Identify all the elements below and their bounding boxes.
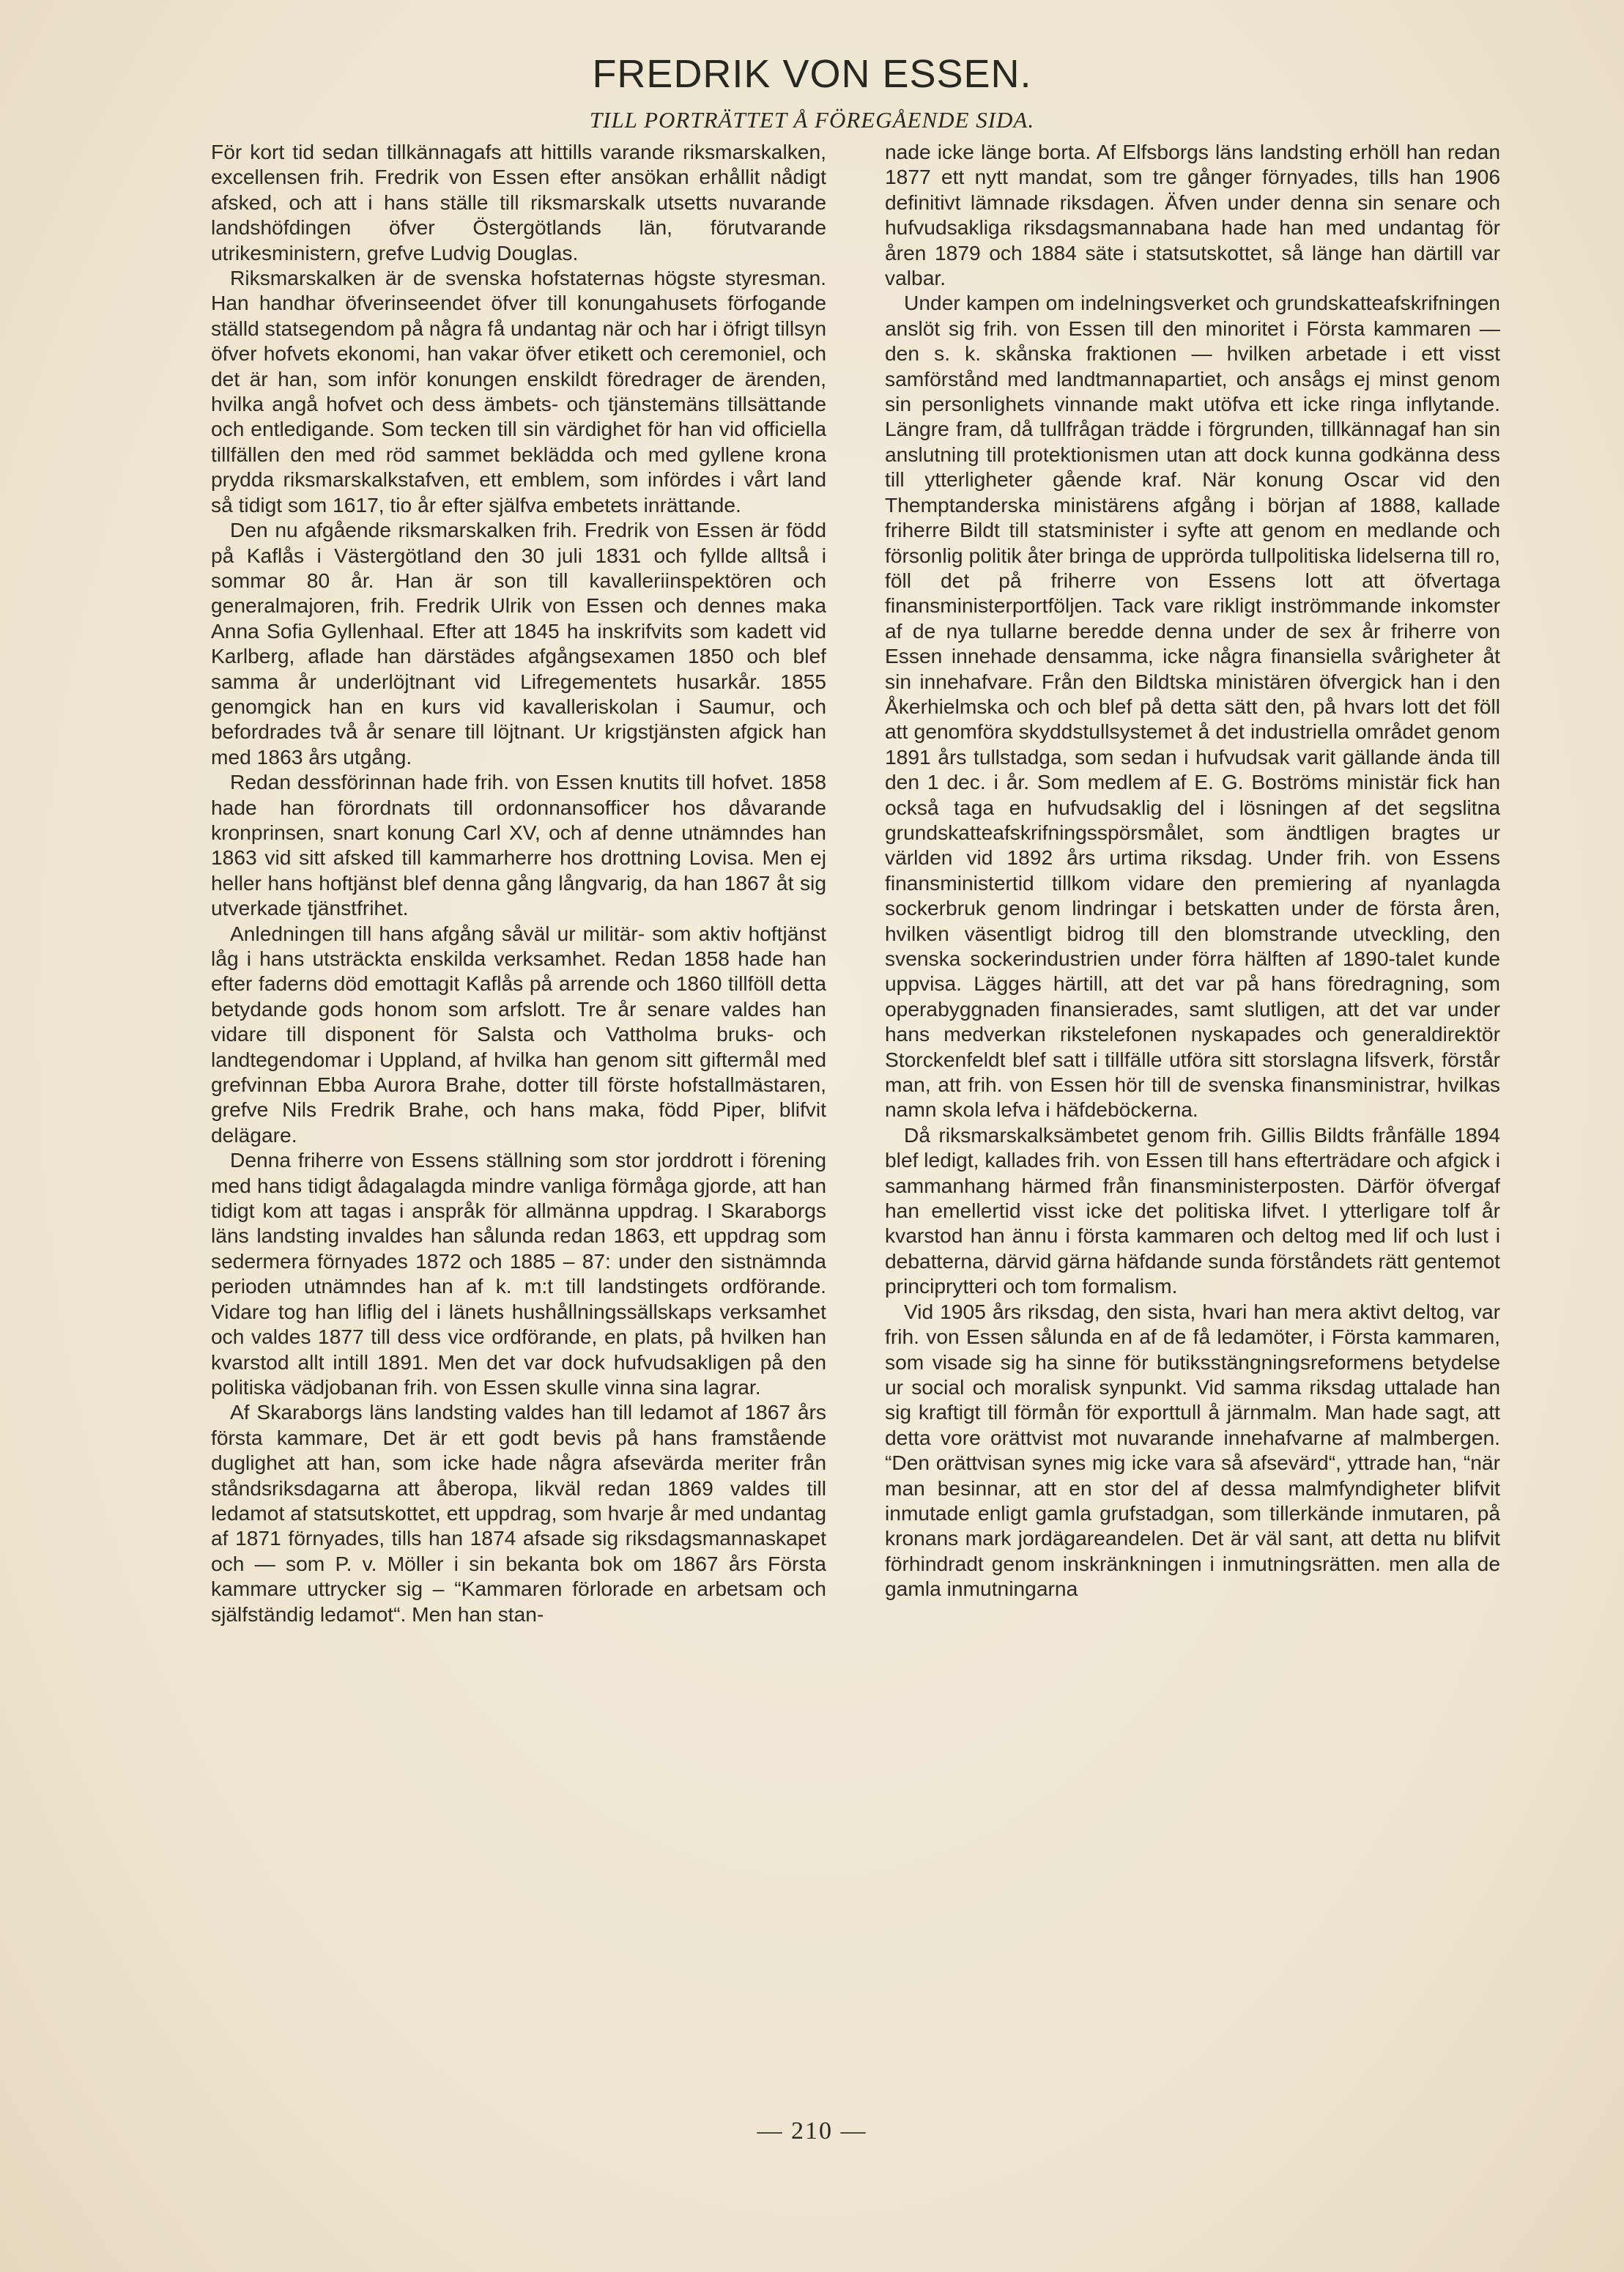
paragraph: Denna friherre von Essens ställning som stor jorddrott i förening med hans tidigt ådagalagda mindre vanliga förmåga gjorde, att han tidigt kom att tagas i anspråk för allmänna uppdrag. I Skaraborgs läns landsting invaldes han sålunda redan 1863, ett uppdrag som sedermera förnyades 1872 och 1885 – 87: under den sistnämnda perioden utnämndes han af k. m:t till landstingets ordförande. Vidare tog han liflig del i länets hushållningssällskaps verksamhet och valdes 1877 till dess vice ordförande, en plats, på hvilken han kvarstod allt intill 1891. Men det var dock hufvudsakligen på den politiska vädjobanan frih. von Essen skulle vinna sina lagrar. <box>211 1148 826 1399</box>
article-title: FREDRIK VON ESSEN. <box>592 52 1032 96</box>
paragraph: Af Skaraborgs läns landsting valdes han till ledamot af 1867 års första kammare, Det är ett godt bevis på hans framstående duglighet att han, som icke hade några afsevärda meriter från ståndsriksdagarna att åberopa, likväl redan 1869 valdes till ledamot af statsutskottet, ett uppdrag, som hvarje år med undantag af 1871 förnyades, tills han 1874 afsade sig riksdagsmannaskapet och — som P. v. Möller i sin bekanta bok om 1867 års Första kammare uttrycker sig – “Kammaren förlorade en arbetsam och själfständig ledamot“. Men han stan- <box>211 1400 826 1626</box>
paragraph: Under kampen om indelningsverket och grundskatteafskrifningen anslöt sig frih. von Essen till den minoritet i Första kammaren — den s. k. skånska fraktionen — hvilken arbetade i ett visst samförstånd med landtmannapartiet, och ansågs ej minst genom sin personlighets vinnande makt utöfva ett icke ringa inflytande. Längre fram, då tullfrågan trädde i förgrunden, tillkännagaf han sin anslutning till protektionismen utan att dock kunna godkänna dess till ytterligheter gående kraf. När konung Oscar vid den Themptanderska ministärens afgång i början af 1888, kallade friherre Bildt till statsminister i syfte att genom en medlande och försonlig politik åter bringa de upprörda tullpolitiska lidelserna till ro, föll det på friherre von Essens lott att öfvertaga finansministerportföljen. Tack vare rikligt inströmmande inkomster af de nya tullarne beredde denna under de sex år friherre von Essen innehade densamma, icke några finansiella svårigheter åt sin innehafvare. Från den Bildtska ministären öfvergick han i den Åkerhielmska och och blef på detta sätt den, på hvars lott det föll att genomföra skyddstullsystemet å det industriella området genom 1891 års tullstadga, som sedan i hufvudsak varit gällande ända till den 1 dec. i år. Som medlem af E. G. Boströms ministär fick han också taga en hufvudsaklig del i lösningen af det segslitna grundskatteafskrifningsspörsmålet, som ändtligen bragtes ur världen vid 1892 års urtima riksdag. Under frih. von Essens finansministertid tillkom vidare den premiering af nyanlagda sockerbruk genom lindringar i betskatten under de första åren, hvilken väsentligt bidrog till den blomstrande utveckling, den svenska sockerindustrien under förra hälften af 1890-talet kunde uppvisa. Lägges härtill, att det var på hans föredragning, som operabyggnaden finansierades, samt slutligen, att det var under hans medverkan rikstelefonen nyskapades och generaldirektör Storckenfeldt blef satt i tillfälle utföra sitt storslagna lifsverk, förstår man, att frih. von Essen hör till de svenska finansministrar, hvilkas namn skola lefva i häfdeböckerna. <box>885 291 1500 1122</box>
paragraph: Anledningen till hans afgång såväl ur militär- som aktiv hoftjänst låg i hans utsträckta enskilda verksamhet. Redan 1858 hade han efter faderns död emottagit Kaflås på arrende och 1860 tillföll detta betydande gods honom som arfslott. Tre år senare valdes han vidare till disponent för Salsta och Vattholma bruks- och landtegendomar i Uppland, af hvilka han genom sitt giftermål med grefvinnan Ebba Aurora Brahe, dotter till förste hofstallmästaren, grefve Nils Fredrik Brahe, och hans maka, född Piper, blifvit delägare. <box>211 921 826 1147</box>
paragraph: nade icke länge borta. Af Elfsborgs läns landsting erhöll han redan 1877 ett nytt mandat, som tre gånger förnyades, tills han 1906 definitivt lämnade riksdagen. Äfven under denna sin senare och hufvudsakliga riksdagsmannabana hade han med undantag för åren 1879 och 1884 säte i statsutskottet, så länge han därtill var valbar. <box>885 140 1500 290</box>
paragraph: För kort tid sedan tillkännagafs att hittills varande riksmarskalken, excellensen frih. Fredrik von Essen efter ansökan erhållit nådigt afsked, och att i hans ställe till riksmarskalk utsetts nuvarande landshöfdingen öfver Östergötlands län, förutvarande utrikesministern, grefve Ludvig Douglas. <box>211 140 826 264</box>
paragraph: Riksmarskalken är de svenska hofstaternas högste styresman. Han handhar öfverinseendet öfver till konungahusets förfogande ställd statsegendom på några få undantag när och har i öfrigt tillsyn öfver hofvets ekonomi, han vakar öfver etikett och ceremoniel, och det är han, som inför konungen enskildt föredrager de ärenden, hvilka angå hofvet och dess ämbets- och tjänstemäns tillsättande och entledigande. Som tecken till sin värdighet för han vid officiella tillfällen den med röd sammet beklädda och med gyllene krona prydda riksmarskalkstafven, ett emblem, som infördes i vårt land så tidigt som 1617, tio år efter själfva embetets inrättande. <box>211 266 826 517</box>
left-column <box>211 139 826 1627</box>
paragraph: Den nu afgående riksmarskalken frih. Fredrik von Essen är född på Kaflås i Västergötland den 30 juli 1831 och fyllde alltså i sommar 80 år. Han är son till kavalleriinspektören och generalmajoren, frih. Fredrik Ulrik von Essen och dennes maka Anna Sofia Gyllenhaal. Efter att 1845 ha inskrifvits som kadett vid Karlberg, aflade han därstädes afgångsexamen 1850 och blef samma år underlöjtnant vid Lifregementets husarkår. 1855 genomgick han en kurs vid kavalleriskolan i Saumur, och befordrades två år senare till löjtnant. Ur krigstjänsten afgick han med 1863 års utgång. <box>211 518 826 769</box>
paragraph: Redan dessförinnan hade frih. von Essen knutits till hofvet. 1858 hade han förordnats till ordonnansofficer hos dåvarande kronprinsen, snart konung Carl XV, och af denne utnämndes han 1863 vid sitt afsked till kammarherre hos drottning Lovisa. Men ej heller hans hoftjänst blef denna gång långvarig, da han 1867 åt sig utverkade tjänstfrihet. <box>211 770 826 920</box>
article-subtitle: TILL PORTRÄTTET Å FÖREGÅENDE SIDA. <box>589 107 1035 133</box>
page-number: — 210 — <box>757 2117 867 2145</box>
right-column <box>885 139 1500 1602</box>
paragraph: Vid 1905 års riksdag, den sista, hvari han mera aktivt deltog, var frih. von Essen sålunda en af de få ledamöter, i Första kammaren, som visade sig ha sinne för butiksstängningsreformens betydelse ur social och moralisk synpunkt. Vid samma riksdag uttalade han sig kraftigt till förmån för exporttull å järnmalm. Man hade sagt, att detta vore orättvist mot nuvarande innehafvarne af malmbergen. “Den orättvisan synes mig icke vara så afsevärd“, yttrade han, “när man besinnar, att en stor del af dessa malmfyndigheter blifvit inmutade enligt gamla grufstadgan, som tillerkände inmutaren, på kronans mark jordägareandelen. Det är väl sant, att detta nu blifvit förhindradt genom inskränkningen i inmutningsrätten. men alla de gamla inmutningarna <box>885 1299 1500 1601</box>
paragraph: Då riksmarskalksämbetet genom frih. Gillis Bildts frånfälle 1894 blef ledigt, kallades frih. von Essen till hans efterträdare och afgick i sammanhang härmed från finansministerposten. Därför öfvergaf han emellertid visst icke det politiska lifvet. I ytterligare tolf år kvarstod han ännu i första kammaren och deltog med lif och lust i debatterna, därvid gärna häfdande sunda förståndets rätt gentemot principrytteri och tom formalism. <box>885 1122 1500 1298</box>
